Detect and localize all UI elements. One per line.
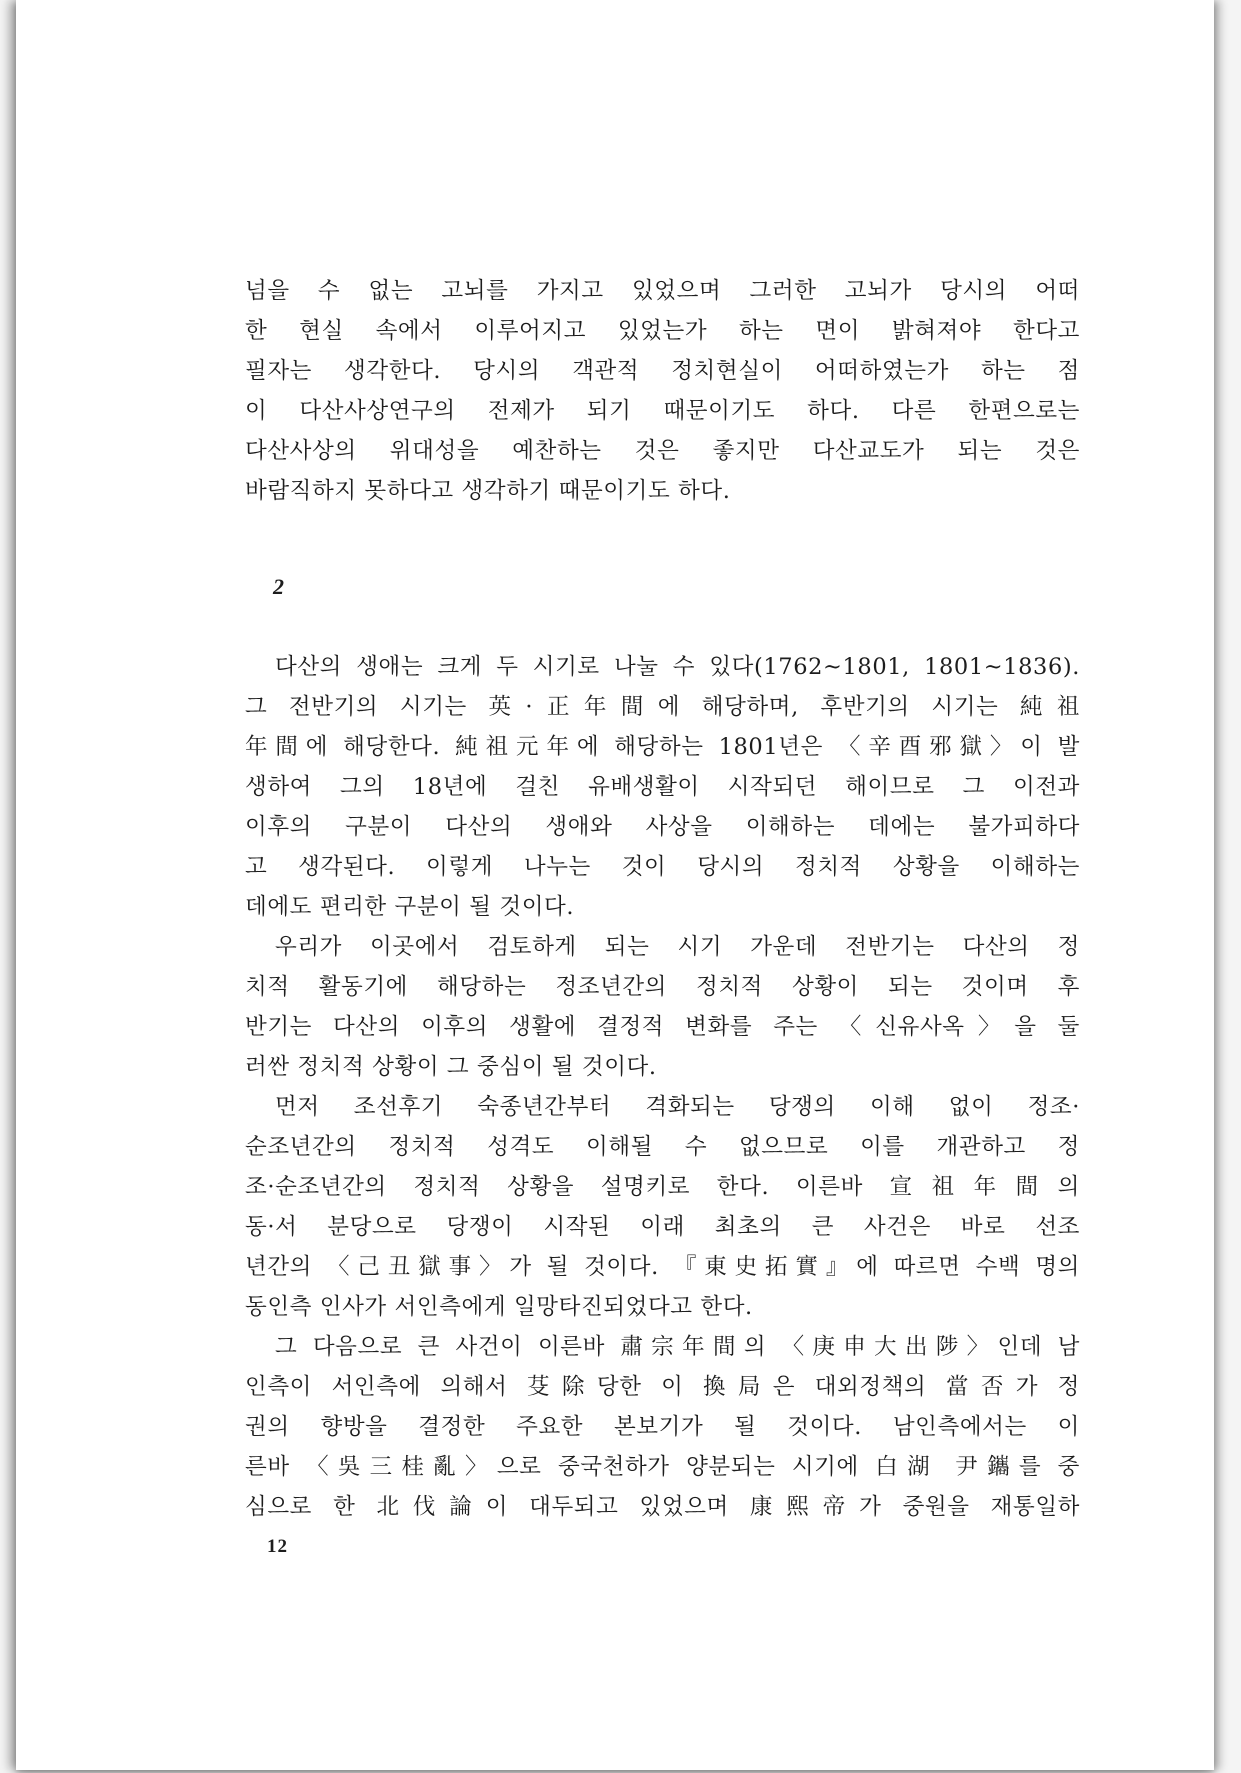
text-line: 그 전반기의 시기는 英·正年間에 해당하며, 후반기의 시기는 純祖 bbox=[245, 694, 1080, 720]
paragraph bbox=[245, 927, 1080, 1087]
text-line: 고 생각된다. 이렇게 나누는 것이 당시의 정치적 상황을 이해하는 bbox=[245, 854, 1080, 880]
paragraph bbox=[245, 1087, 1080, 1327]
text-line: 이 다산사상연구의 전제가 되기 때문이기도 하다. 다른 한편으로는 bbox=[245, 398, 1080, 424]
text-line: 데에도 편리한 구분이 될 것이다. bbox=[245, 894, 575, 920]
page-number: 12 bbox=[267, 1536, 288, 1557]
text-line: 동인측 인사가 서인측에게 일망타진되었다고 한다. bbox=[245, 1294, 753, 1320]
text-block-2 bbox=[245, 647, 1080, 1527]
paragraph bbox=[245, 1327, 1080, 1527]
text-line: 년간의 〈己丑獄事〉가 될 것이다. 『東史拓實』에 따르면 수백 명의 bbox=[245, 1254, 1080, 1280]
text-line: 치적 활동기에 해당하는 정조년간의 정치적 상황이 되는 것이며 후 bbox=[245, 974, 1080, 1000]
text-line: 넘을 수 없는 고뇌를 가지고 있었으며 그러한 고뇌가 당시의 어떠 bbox=[245, 278, 1080, 304]
text-line: 순조년간의 정치적 성격도 이해될 수 없으므로 이를 개관하고 정 bbox=[245, 1134, 1080, 1160]
text-line: 른바 〈吳三桂亂〉으로 중국천하가 양분되는 시기에 白湖 尹鑴를 중 bbox=[245, 1454, 1080, 1480]
text-line: 반기는 다산의 이후의 생활에 결정적 변화를 주는 〈신유사옥〉을 둘 bbox=[245, 1014, 1080, 1040]
text-block-1 bbox=[245, 271, 1080, 511]
text-line: 심으로 한 北伐論이 대두되고 있었으며 康熙帝가 중원을 재통일하 bbox=[245, 1494, 1080, 1520]
text-line: 필자는 생각한다. 당시의 객관적 정치현실이 어떠하였는가 하는 점 bbox=[245, 358, 1080, 384]
text-line: 생하여 그의 18년에 걸친 유배생활이 시작되던 해이므로 그 이전과 bbox=[245, 774, 1080, 800]
text-line: 바람직하지 못하다고 생각하기 때문이기도 하다. bbox=[245, 478, 731, 504]
text-line: 다산사상의 위대성을 예찬하는 것은 좋지만 다산교도가 되는 것은 bbox=[245, 438, 1080, 464]
text-line: 인측이 서인측에 의해서 芟除당한 이 換局은 대외정책의 當否가 정 bbox=[245, 1374, 1080, 1400]
text-line: 다산의 생애는 크게 두 시기로 나눌 수 있다(1762~1801, 1801~1836). bbox=[275, 654, 1080, 680]
text-line: 조·순조년간의 정치적 상황을 설명키로 한다. 이른바 宣祖年間의 bbox=[245, 1174, 1080, 1200]
section-number: 2 bbox=[273, 574, 284, 599]
text-line: 年間에 해당한다. 純祖元年에 해당하는 1801년은 〈辛酉邪獄〉이 발 bbox=[245, 734, 1080, 760]
text-line: 한 현실 속에서 이루어지고 있었는가 하는 면이 밝혀져야 한다고 bbox=[245, 318, 1080, 344]
text-line: 권의 향방을 결정한 주요한 본보기가 될 것이다. 남인측에서는 이 bbox=[245, 1414, 1080, 1440]
paragraph bbox=[245, 647, 1080, 927]
text-line: 먼저 조선후기 숙종년간부터 격화되는 당쟁의 이해 없이 정조· bbox=[275, 1094, 1080, 1120]
text-line: 그 다음으로 큰 사건이 이른바 肅宗年間의 〈庚申大出陟〉인데 남 bbox=[275, 1334, 1080, 1360]
paragraph bbox=[245, 271, 1080, 511]
text-line: 우리가 이곳에서 검토하게 되는 시기 가운데 전반기는 다산의 정 bbox=[275, 934, 1080, 960]
text-line: 이후의 구분이 다산의 생애와 사상을 이해하는 데에는 불가피하다 bbox=[245, 814, 1080, 840]
text-line: 러싼 정치적 상황이 그 중심이 될 것이다. bbox=[245, 1054, 657, 1080]
text-line: 동·서 분당으로 당쟁이 시작된 이래 최초의 큰 사건은 바로 선조 bbox=[245, 1214, 1080, 1240]
